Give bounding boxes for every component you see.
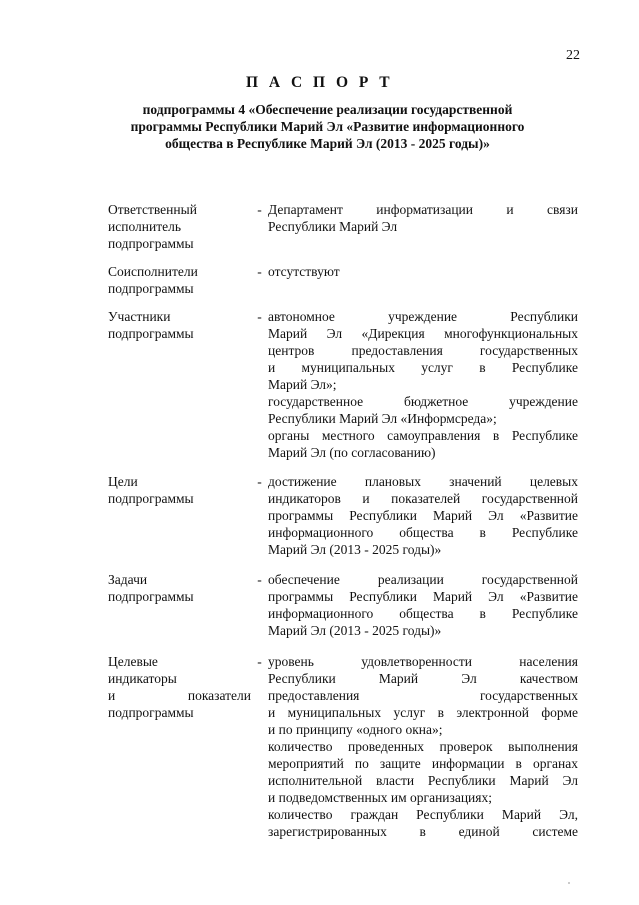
label-line: Целевые xyxy=(108,654,158,669)
row-value xyxy=(268,473,578,558)
page-number: 22 xyxy=(566,48,580,63)
row-dash: - xyxy=(257,202,262,217)
row-dash: - xyxy=(257,572,262,587)
row-label xyxy=(108,201,251,252)
label-line: подпрограммы xyxy=(108,326,194,341)
subtitle-line: подпрограммы 4 «Обеспечение реализации государственной xyxy=(142,102,513,117)
row-value xyxy=(268,571,578,639)
value-line: и подведомственных им организациях; xyxy=(268,790,492,805)
row-value xyxy=(268,263,578,297)
label-line: подпрограммы xyxy=(108,589,194,604)
row-label xyxy=(108,263,251,297)
row-value xyxy=(268,201,578,252)
passport-table xyxy=(108,201,578,840)
value-line: и по принципу «одного окна»; xyxy=(268,722,443,737)
row-dash: - xyxy=(257,474,262,489)
subtitle-line: программы Республики Марий Эл «Развитие информационного xyxy=(130,119,525,134)
row-dash: - xyxy=(257,264,262,279)
label-line: подпрограммы xyxy=(108,491,194,506)
value-line: программы Республики Марий Эл «Развитие xyxy=(268,508,578,523)
value-line: зарегистрированных в единой системе xyxy=(268,824,578,839)
value-line: Республики Марий Эл «Информсреда»; xyxy=(268,411,497,426)
label-line: Участники xyxy=(108,309,171,324)
value-line: автономное учреждение Республики xyxy=(268,309,578,324)
label-line: Задачи xyxy=(108,572,148,587)
value-line: Марий Эл (по согласованию) xyxy=(268,445,436,460)
value-line: центров предоставления государственных xyxy=(268,343,578,358)
value-line: Марий Эл «Дирекция многофункциональных xyxy=(268,326,578,341)
row-label xyxy=(108,308,251,461)
row-label xyxy=(108,571,251,639)
label-line: Ответственный xyxy=(108,202,197,217)
label-line: подпрограммы xyxy=(108,281,194,296)
passport-row-participants xyxy=(108,308,578,461)
label-line: индикаторы xyxy=(108,671,177,686)
value-line: Марий Эл (2013 - 2025 годы)» xyxy=(268,623,442,638)
value-line: и муниципальных услуг в Республике xyxy=(268,360,578,375)
value-line: Марий Эл (2013 - 2025 годы)» xyxy=(268,542,442,557)
value-line: количество проведенных проверок выполнения xyxy=(268,739,578,754)
label-line: Соисполнители xyxy=(108,264,198,279)
value-line: информационного общества в Республике xyxy=(268,606,578,621)
document-title: П А С П О Р Т xyxy=(245,74,394,91)
row-label xyxy=(108,653,251,840)
label-line: подпрограммы xyxy=(108,705,194,720)
value-line: Республики Марий Эл качеством xyxy=(268,671,578,686)
row-dash: - xyxy=(257,309,262,324)
value-line: и муниципальных услуг в электронной форме xyxy=(268,705,578,720)
value-line: Республики Марий Эл xyxy=(268,219,398,234)
value-line: исполнительной власти Республики Марий Эл xyxy=(268,773,578,788)
label-line: Цели xyxy=(108,474,138,489)
passport-row-tasks xyxy=(108,571,578,639)
document-subtitle xyxy=(100,101,555,152)
value-line: количество граждан Республики Марий Эл, xyxy=(268,807,578,822)
scan-speck xyxy=(568,882,570,884)
label-line: подпрограммы xyxy=(108,236,194,251)
value-line: предоставления государственных xyxy=(268,688,578,703)
value-line: обеспечение реализации государственной xyxy=(268,572,578,587)
subtitle-line: общества в Республике Марий Эл (2013 - 2025 годы)» xyxy=(165,136,490,151)
value-line: достижение плановых значений целевых xyxy=(268,474,578,489)
row-dash: - xyxy=(257,654,262,669)
value-line: государственное бюджетное учреждение xyxy=(268,394,578,409)
label-line: исполнитель xyxy=(108,219,181,234)
passport-row-goals xyxy=(108,473,578,558)
passport-row-coexecutors xyxy=(108,263,578,297)
value-line: уровень удовлетворенности населения xyxy=(268,654,578,669)
value-line: Департамент информатизации и связи xyxy=(268,202,578,217)
value-line: программы Республики Марий Эл «Развитие xyxy=(268,589,578,604)
value-line: органы местного самоуправления в Республике xyxy=(268,428,578,443)
row-value xyxy=(268,653,578,840)
value-line: мероприятий по защите информации в органах xyxy=(268,756,578,771)
label-line: и показатели xyxy=(108,688,251,703)
value-line: отсутствуют xyxy=(268,264,340,279)
row-label xyxy=(108,473,251,558)
value-line: индикаторов и показателей государственной xyxy=(268,491,578,506)
passport-row-responsible xyxy=(108,201,578,252)
row-value xyxy=(268,308,578,461)
value-line: Марий Эл»; xyxy=(268,377,337,392)
value-line: информационного общества в Республике xyxy=(268,525,578,540)
passport-row-indicators xyxy=(108,653,578,840)
